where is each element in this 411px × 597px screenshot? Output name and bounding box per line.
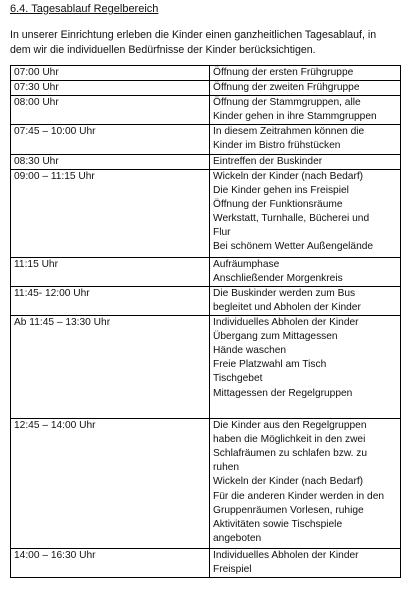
schedule-description-line: Aufräumphase xyxy=(213,258,280,270)
schedule-description-line: In diesem Zeitrahmen können die xyxy=(213,126,365,138)
schedule-description-line: Öffnung der Funktionsräume xyxy=(213,198,343,210)
schedule-description-line: Schlafräumen zu schlafen bzw. zu xyxy=(213,448,368,460)
schedule-description-cell xyxy=(210,96,401,125)
schedule-description-line: Flur xyxy=(213,227,231,239)
schedule-description-line: Anschließender Morgenkreis xyxy=(213,272,343,284)
schedule-description-line: Mittagessen der Regelgruppen xyxy=(213,387,353,399)
schedule-time: 08:30 Uhr xyxy=(14,155,59,167)
schedule-row xyxy=(11,286,401,315)
schedule-description-line: Freie Platzwahl am Tisch xyxy=(213,359,327,371)
schedule-row xyxy=(11,419,401,549)
schedule-description-cell xyxy=(210,419,401,549)
schedule-time-cell xyxy=(11,81,210,96)
schedule-time-cell xyxy=(11,257,210,286)
schedule-description-cell xyxy=(210,257,401,286)
schedule-row xyxy=(11,257,401,286)
schedule-description-line: Die Kinder gehen ins Freispiel xyxy=(213,184,349,196)
schedule-description-cell xyxy=(210,81,401,96)
schedule-description-line: Bei schönem Wetter Außengelände xyxy=(213,241,374,253)
schedule-description-line: Öffnung der Stammgruppen, alle xyxy=(213,97,361,109)
schedule-table xyxy=(10,65,401,578)
schedule-table-body xyxy=(11,66,401,578)
schedule-time-cell xyxy=(11,169,210,257)
schedule-description-line: Wickeln der Kinder (nach Bedarf) xyxy=(213,170,364,182)
schedule-row xyxy=(11,81,401,96)
schedule-time: 07:00 Uhr xyxy=(14,67,59,78)
schedule-row xyxy=(11,154,401,169)
schedule-row xyxy=(11,169,401,257)
schedule-description-line: ruhen xyxy=(213,462,240,474)
schedule-description-line: Freispiel xyxy=(213,564,252,576)
schedule-time: Ab 11:45 – 13:30 Uhr xyxy=(14,317,111,329)
schedule-description-cell xyxy=(210,169,401,257)
schedule-time-cell xyxy=(11,286,210,315)
schedule-description-line: Wickeln der Kinder (nach Bedarf) xyxy=(213,476,364,488)
schedule-description-cell xyxy=(210,66,401,81)
schedule-description-line: Übergang zum Mittagessen xyxy=(213,331,338,343)
schedule-time: 07:30 Uhr xyxy=(14,82,59,94)
schedule-description-line: Die Kinder aus den Regelgruppen xyxy=(213,420,367,432)
schedule-time-cell xyxy=(11,66,210,81)
schedule-time-cell xyxy=(11,316,210,419)
schedule-description-line: Eintreffen der Buskinder xyxy=(213,155,323,167)
schedule-row xyxy=(11,549,401,578)
schedule-description-line: Gruppenräumen Vorlesen, ruhige xyxy=(213,504,364,516)
schedule-description-line: Öffnung der zweiten Frühgruppe xyxy=(213,82,360,94)
schedule-row xyxy=(11,96,401,125)
schedule-time-cell xyxy=(11,549,210,578)
section-heading: 6.4. Tagesablauf Regelbereich xyxy=(10,3,159,15)
schedule-time: 09:00 – 11:15 Uhr xyxy=(14,170,95,182)
schedule-time-cell xyxy=(11,419,210,549)
schedule-description-line: Kinder im Bistro frühstücken xyxy=(213,140,341,152)
schedule-time-cell xyxy=(11,96,210,125)
schedule-time-cell xyxy=(11,154,210,169)
schedule-time: 11:45- 12:00 Uhr xyxy=(14,287,90,299)
schedule-description-cell xyxy=(210,125,401,154)
schedule-row xyxy=(11,66,401,81)
intro-paragraph xyxy=(10,28,402,58)
intro-line: In unserer Einrichtung erleben die Kinder einen ganzheitlichen Tagesablauf, in xyxy=(10,29,377,41)
schedule-time-cell xyxy=(11,125,210,154)
schedule-description-line: Für die anderen Kinder werden in den xyxy=(213,490,385,502)
schedule-description-line: Tischgebet xyxy=(213,373,263,385)
schedule-description-line: Öffnung der ersten Frühgruppe xyxy=(213,67,354,78)
schedule-description-line: Individuelles Abholen der Kinder xyxy=(213,317,359,329)
schedule-description-line: angeboten xyxy=(213,532,262,544)
schedule-time: 14:00 – 16:30 Uhr xyxy=(14,550,96,562)
schedule-row xyxy=(11,125,401,154)
intro-line: dem wir die individuellen Bedürfnisse der Kinder berücksichtigen. xyxy=(10,44,316,56)
schedule-description-line: Die Buskinder werden zum Bus xyxy=(213,287,356,299)
schedule-description-cell xyxy=(210,154,401,169)
schedule-time: 12:45 – 14:00 Uhr xyxy=(14,420,96,432)
schedule-description-cell xyxy=(210,316,401,419)
schedule-description-line: Individuelles Abholen der Kinder xyxy=(213,550,359,562)
schedule-time: 11:15 Uhr xyxy=(14,258,58,270)
schedule-row xyxy=(11,316,401,419)
schedule-description-line: Kinder gehen in ihre Stammgruppen xyxy=(213,111,377,123)
schedule-time: 08:00 Uhr xyxy=(14,97,59,109)
schedule-description-line: Hände waschen xyxy=(213,345,287,357)
schedule-time: 07:45 – 10:00 Uhr xyxy=(14,126,96,138)
schedule-description-line: Aktivitäten sowie Tischspiele xyxy=(213,518,343,530)
schedule-description-line: haben die Möglichkeit in den zwei xyxy=(213,434,366,446)
schedule-description-cell xyxy=(210,549,401,578)
schedule-description-line: Werkstatt, Turnhalle, Bücherei und xyxy=(213,212,370,224)
schedule-description-line: begleitet und Abholen der Kinder xyxy=(213,301,361,313)
schedule-description-cell xyxy=(210,286,401,315)
